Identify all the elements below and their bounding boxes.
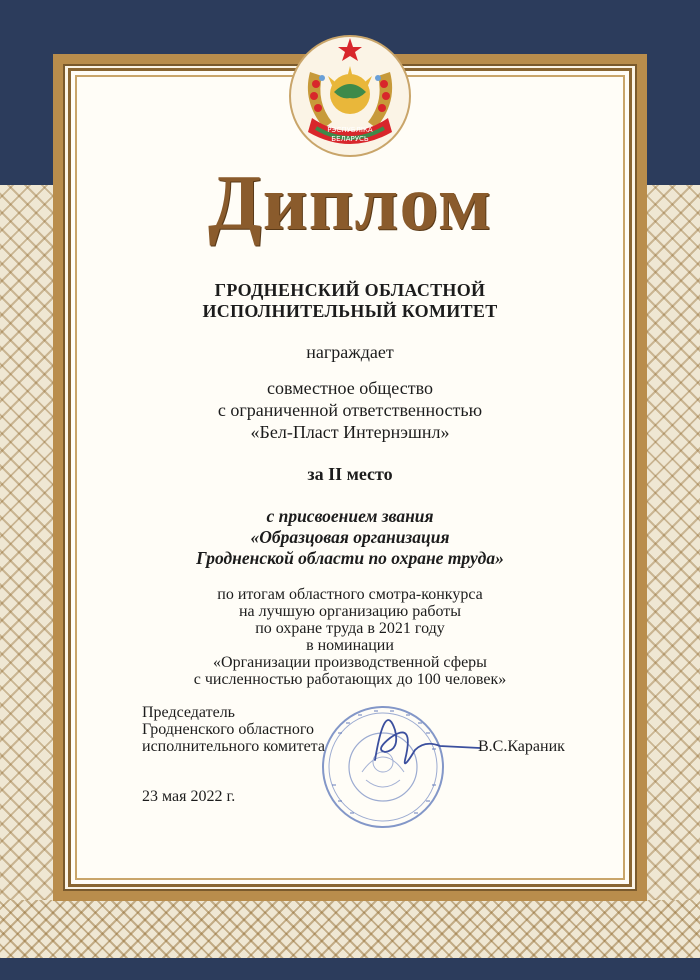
- emblem-ribbon-text-1: РЭСПУБЛIКА: [327, 126, 373, 134]
- awards-verb: награждает: [306, 342, 394, 362]
- bottom-navy-band: [0, 958, 700, 980]
- recipient-line-2: с ограниченной ответственностью: [217, 400, 483, 420]
- award-title-line-3: Гродненской области по охране труда»: [196, 548, 504, 568]
- place-awarded: за II место: [307, 464, 393, 484]
- contest-line-3: по охране труда в 2021 году: [255, 620, 445, 637]
- issuer-line-1: ГРОДНЕНСКИЙ ОБЛАСТНОЙ: [214, 280, 486, 300]
- recipient-line-1: совместное общество: [267, 378, 433, 398]
- emblem-ribbon-text-2: БЕЛАРУСЬ: [331, 135, 369, 143]
- handwritten-signature: [345, 690, 485, 780]
- award-title-line-1: с присвоением звания: [266, 506, 434, 526]
- signatory-position-line-3: исполнительного комитета: [142, 738, 325, 755]
- contest-line-5: «Организации производственной сферы: [213, 654, 487, 671]
- issuer-line-2: ИСПОЛНИТЕЛЬНЫЙ КОМИТЕТ: [202, 301, 498, 321]
- award-title-line-2: «Образцовая организация: [250, 527, 450, 547]
- signatory-name: В.С.Караник: [478, 738, 565, 755]
- contest-line-1: по итогам областного смотра-конкурса: [217, 586, 483, 603]
- signatory-position-line-2: Гродненского областного: [142, 721, 315, 738]
- bottom-ornament-strip: [0, 900, 700, 960]
- contest-line-2: на лучшую организацию работы: [238, 603, 462, 620]
- diploma-title: Диплом: [208, 159, 492, 246]
- state-emblem-icon: [288, 32, 412, 160]
- signatory-position-line-1: Председатель: [142, 704, 235, 721]
- issue-date: 23 мая 2022 г.: [142, 788, 236, 805]
- contest-line-6: с численностью работающих до 100 человек»: [193, 671, 507, 688]
- contest-line-4: в номинации: [306, 637, 394, 654]
- recipient-line-3: «Бел-Пласт Интернэшнл»: [250, 422, 450, 442]
